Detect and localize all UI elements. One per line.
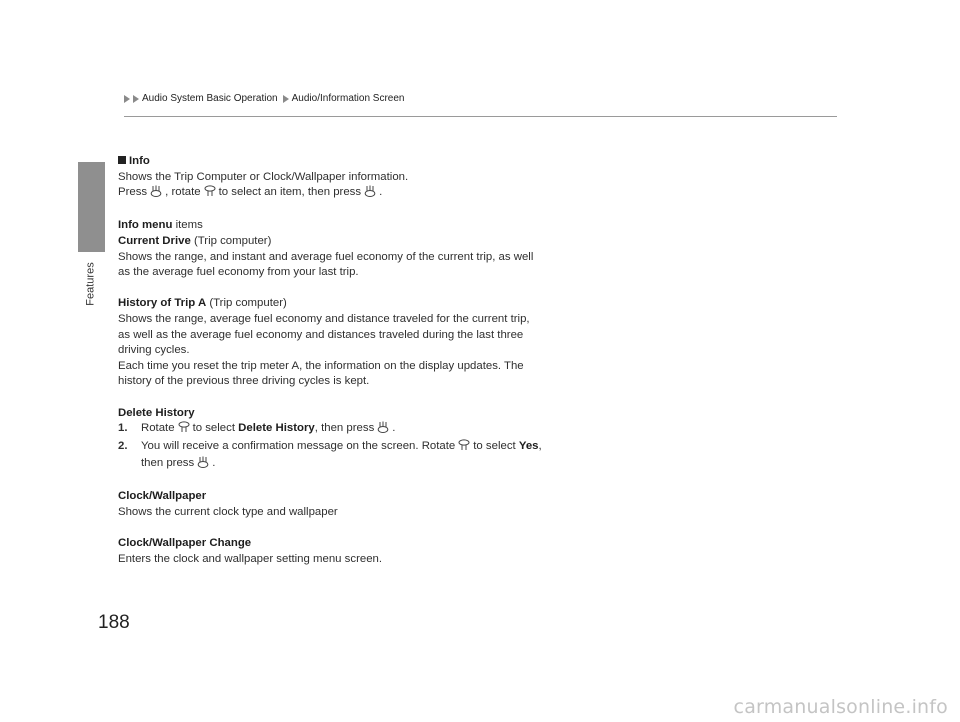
delete-history-heading: Delete History bbox=[118, 406, 195, 419]
breadcrumb-item[interactable]: Audio System Basic Operation bbox=[142, 93, 278, 104]
history-a-heading: History of Trip A (Trip computer) bbox=[118, 297, 287, 310]
section-instruction: Press , rotate to select an item, then press . bbox=[118, 186, 383, 199]
section-marker-icon bbox=[118, 156, 126, 164]
body-line: as the average fuel economy from your last trip. bbox=[118, 266, 359, 279]
push-selector-icon bbox=[364, 185, 376, 197]
section-heading: Info bbox=[118, 154, 578, 170]
interface-dial-icon bbox=[458, 439, 470, 451]
step-2: 2. You will receive a confirmation message on the screen. Rotate to select Yes, bbox=[118, 439, 542, 452]
clock-wallpaper-change-heading: Clock/Wallpaper Change bbox=[118, 537, 252, 550]
body-line: Shows the current clock type and wallpaper bbox=[118, 506, 338, 519]
body-line: Shows the range, and instant and average fuel economy of the current trip, as well bbox=[118, 250, 534, 263]
breadcrumb-arrow-icon bbox=[133, 95, 139, 103]
interface-dial-icon bbox=[178, 421, 190, 433]
body-line: Each time you reset the trip meter A, the information on the display updates. The bbox=[118, 359, 524, 372]
page-number: 188 bbox=[98, 612, 130, 633]
breadcrumb bbox=[124, 93, 407, 104]
body-line: driving cycles. bbox=[118, 344, 190, 357]
header-rule bbox=[124, 116, 837, 117]
info-menu-heading: Info menu items bbox=[118, 219, 203, 232]
push-selector-icon bbox=[377, 421, 389, 433]
current-drive-heading: Current Drive (Trip computer) bbox=[118, 234, 272, 247]
clock-wallpaper-heading: Clock/Wallpaper bbox=[118, 490, 207, 503]
step-2-continued: then press . bbox=[141, 457, 216, 470]
push-selector-icon bbox=[197, 456, 209, 468]
watermark: carmanualsonline.info bbox=[733, 696, 948, 718]
breadcrumb-arrow-icon bbox=[124, 95, 130, 103]
body-line: as well as the average fuel economy and distances traveled during the last three bbox=[118, 328, 524, 341]
chapter-label: Features bbox=[85, 262, 98, 306]
breadcrumb-item[interactable]: Audio/Information Screen bbox=[291, 93, 405, 104]
body-line: history of the previous three driving cycles is kept. bbox=[118, 375, 370, 388]
section-intro: Shows the Trip Computer or Clock/Wallpaper information. bbox=[118, 170, 409, 183]
body-line: Enters the clock and wallpaper setting menu screen. bbox=[118, 552, 383, 565]
body-line: Shows the range, average fuel economy and distance traveled for the current trip, bbox=[118, 312, 530, 325]
interface-dial-icon bbox=[204, 185, 216, 197]
push-selector-icon bbox=[150, 185, 162, 197]
step-1: 1. Rotate to select Delete History, then press . bbox=[118, 422, 396, 435]
main-content bbox=[118, 154, 578, 567]
breadcrumb-arrow-icon bbox=[283, 95, 289, 103]
chapter-tab bbox=[78, 162, 105, 252]
